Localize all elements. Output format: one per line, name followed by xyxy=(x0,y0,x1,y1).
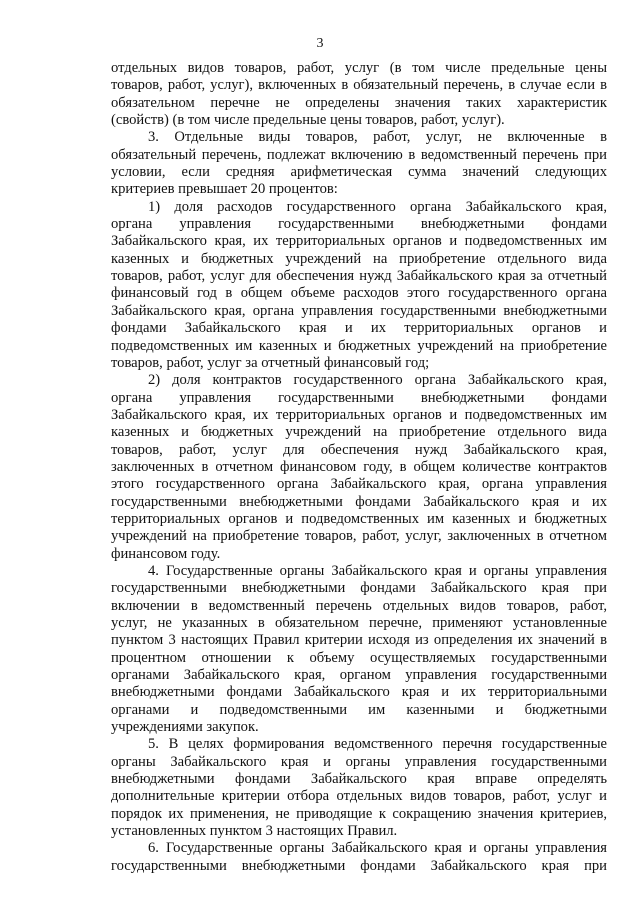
document-body xyxy=(111,60,607,875)
text-line: государственными внебюджетными фондами Забайкальского края при xyxy=(111,857,607,874)
text-line: органа управления государственными внебюджетными фондами xyxy=(111,216,607,233)
text-line: процентном отношении к объему осуществляемых государственными xyxy=(111,649,607,666)
paragraph-continuation xyxy=(111,60,607,129)
text-line: государственными внебюджетными фондами Забайкальского края и их xyxy=(111,493,607,510)
text-line: органами и подведомственными им казенными и бюджетными xyxy=(111,701,607,718)
text-line: учреждениями закупок. xyxy=(111,719,259,736)
text-line: учреждений на приобретение товаров, работ, услуг, заключенных в отчетном xyxy=(111,528,607,545)
text-line: пунктом 3 настоящих Правил критерии исходя из определения их значений в xyxy=(111,632,607,649)
page-number: 3 xyxy=(316,36,324,51)
text-line: Забайкальского края, их территориальных органов и подведомственных им xyxy=(111,406,607,423)
paragraph-item-3-2 xyxy=(111,372,607,563)
text-line: 1) доля расходов государственного органа Забайкальского края, xyxy=(148,198,607,215)
paragraph-item-4 xyxy=(111,563,607,736)
text-line: товаров, работ, услуг для обеспечения нужд Забайкальского края, xyxy=(111,441,607,458)
text-line: фондами Забайкальского края и их территориальных органов и xyxy=(111,320,607,337)
text-line: финансовом году. xyxy=(111,545,221,562)
text-line: критериев превышает 20 процентов: xyxy=(111,181,338,198)
text-line: товаров, работ, услуг за отчетный финансовый год; xyxy=(111,354,430,371)
text-line: этого государственного органа Забайкальского края, органа управления xyxy=(111,476,607,493)
text-line: органами Забайкальского края, органом управления государственными xyxy=(111,667,607,684)
text-line: 2) доля контрактов государственного органа Забайкальского края, xyxy=(148,372,607,389)
text-line: обязательный перечень, подлежат включению в ведомственный перечень при xyxy=(111,146,607,163)
text-line: (свойств) (в том числе предельные цены товаров, работ, услуг). xyxy=(111,112,505,129)
text-line: 4. Государственные органы Забайкальского края и органы управления xyxy=(148,562,607,579)
text-line: товаров, работ, услуг), включенных в обязательный перечень, в случае если в xyxy=(111,77,607,94)
text-line: услуг, не указанных в обязательном перечне, применяют установленные xyxy=(111,615,607,631)
text-line: государственными внебюджетными фондами Забайкальского края при xyxy=(111,580,607,597)
text-line: дополнительные критерии отбора отдельных видов товаров, работ, услуг и xyxy=(111,788,607,805)
text-line: 3. Отдельные виды товаров, работ, услуг, не включенные в xyxy=(148,129,607,146)
text-line: условии, если средняя арифметическая сумма значений следующих xyxy=(111,164,607,181)
text-line: органы Забайкальского края и органы управления государственными xyxy=(111,753,607,770)
text-line: включении в ведомственный перечень отдельных видов товаров, работ, xyxy=(111,597,607,614)
text-line: Забайкальского края, органа управления государственными внебюджетными xyxy=(111,302,607,319)
text-line: Забайкальского края, их территориальных органов и подведомственных им xyxy=(111,233,607,250)
text-line: внебюджетными фондами Забайкальского края вправе определять xyxy=(111,771,607,788)
text-line: 6. Государственные органы Забайкальского края и органы управления xyxy=(148,840,607,857)
text-line: заключенных в отчетном финансовом году, в общем количестве контрактов xyxy=(111,458,607,475)
text-line: товаров, работ, услуг для обеспечения нужд Забайкальского края за отчетный xyxy=(111,268,607,285)
text-line: установленных пунктом 3 настоящих Правил. xyxy=(111,823,398,840)
paragraph-item-5 xyxy=(111,736,607,840)
text-line: внебюджетными фондами Забайкальского края и их территориальными xyxy=(111,684,607,701)
text-line: подведомственных им казенных и бюджетных учреждений на приобретение xyxy=(111,337,607,354)
text-line: органа управления государственными внебюджетными фондами xyxy=(111,389,607,406)
paragraph-item-3-1 xyxy=(111,199,607,372)
text-line: казенных и бюджетных учреждений на приобретение отдельного вида xyxy=(111,424,607,441)
text-line: финансовый год в общем объеме расходов этого государственного органа xyxy=(111,285,607,302)
paragraph-item-6 xyxy=(111,840,607,875)
text-line: территориальных органов и подведомственных им казенных и бюджетных xyxy=(111,510,607,527)
text-line: порядок их применения, не приводящие к сокращению значения критериев, xyxy=(111,805,607,822)
text-line: обязательном перечне не определены значения таких характеристик xyxy=(111,94,607,111)
text-line: казенных и бюджетных учреждений на приобретение отдельного вида xyxy=(111,250,607,267)
text-line: 5. В целях формирования ведомственного перечня государственные xyxy=(148,736,607,753)
paragraph-item-3 xyxy=(111,129,607,198)
text-line: отдельных видов товаров, работ, услуг (в том числе предельные цены xyxy=(111,60,607,76)
